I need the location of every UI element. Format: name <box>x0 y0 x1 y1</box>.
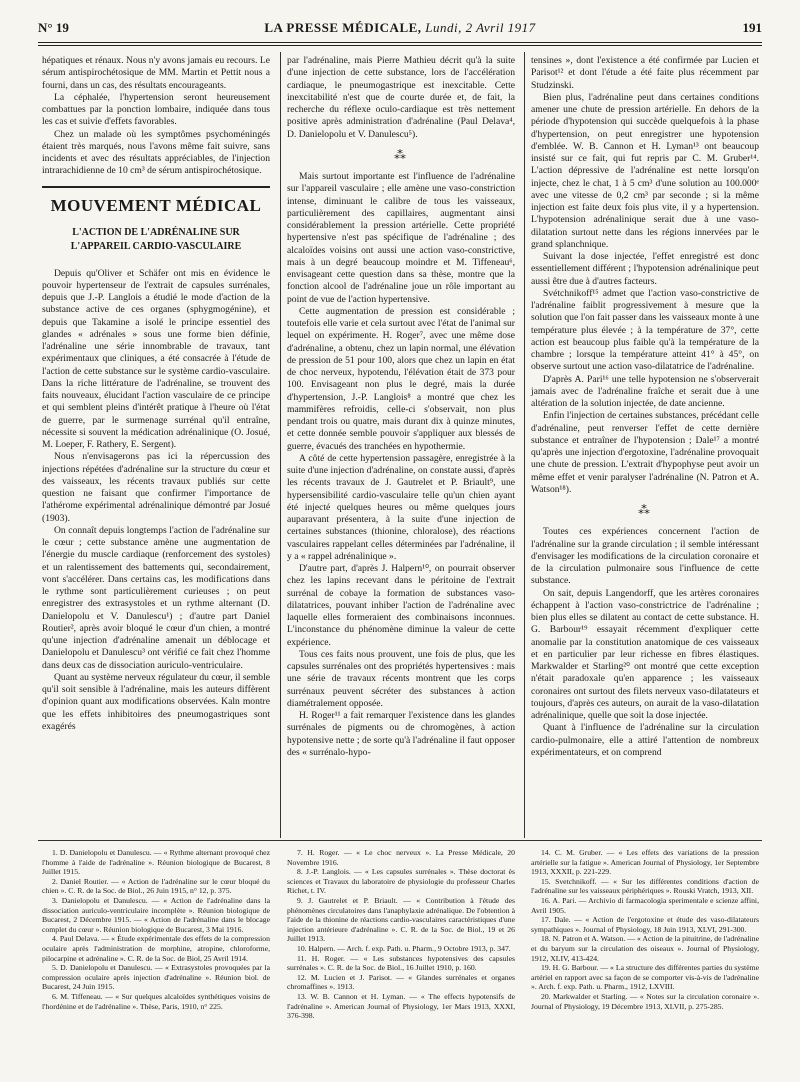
paragraph: On sait, depuis Langendorff, que les artères coronaires échappent à l'action vaso-constrictrice de l'adrénaline ; bien plus elles se dilatent au contact de cette substance. H. G. Barbour¹⁹ essayait récemment d'expliquer cette anomalie par la constitution anatomique de ces vaisseaux et en particulier par leur richesse en fibres élastiques. Markwalder et Starling²⁰ ont montré que cette exception n'était paradoxale qu'en apparence ; les vaisseaux coronaires ont surtout des filets nerveux vaso-dilatateurs et toujours, d'après ces auteurs, on aurait de la vaso-dilatation adrénalinique, quelle que soit la dose injectée. <box>531 587 759 721</box>
paragraph: Svétchnikoff¹⁵ admet que l'action vaso-constrictive de l'adrénaline faiblit progressivement à mesure que la solution que l'on fait passer dans les vaisseaux monte à une température plus élevée ; à la température de 37°, cette action est beaucoup plus faible qu'à la température de la chambre ; lorsque la température atteint 41° à 45°, on observe surtout une action vaso-dilatatrice de l'adrénaline. <box>531 287 759 373</box>
paragraph: Chez un malade où les symptômes psychoméningés étaient très marqués, nous l'avons même fait suivre, sans incidents et avec des résultats appréciables, de l'injection intrarachidienne de 10 cm³ de sérum antispirochétosique. <box>42 128 270 177</box>
footnotes-left <box>42 848 270 1011</box>
footnote: 2. Daniel Routier. — « Action de l'adrénaline sur le cœur bloqué du chien ». C. R. de la Soc. de Biol., 26 Juin 1915, n° 12, p. 375. <box>42 876 270 896</box>
footnote: 15. Svetchnikoff. — « Sur les différentes conditions d'action de l'adrénaline sur les vaisseaux périphériques ». Rouski Vratch, 1913, XII. <box>531 876 759 896</box>
footnote: 8. J.-P. Langlois. — « Les capsules surrénales ». Thèse doctorat ès sciences et Travaux du laboratoire de physiologie du professeur Charles Richet, t. IV. <box>287 867 515 896</box>
paragraph: par l'adrénaline, mais Pierre Mathieu décrit qu'à la suite d'une injection de cette substance, lors de l'accélération cardiaque, le pneumogastrique est inexcitable. Cette inexcitabilité n'est que de courte durée et, de fait, la recherche du réflexe oculo-cardiaque est très nettement positive après administration d'adrénaline (Paul Delava⁴, D. Danielopolu et V. Danulescu⁵). <box>287 55 515 140</box>
footnotes-rule <box>38 840 762 841</box>
paragraph: La céphalée, l'hypertension seront heureusement combattues par la ponction lombaire, indiquée dans tous les cas et suivie d'effets favorables. <box>42 91 270 128</box>
footnote: 13. W. B. Cannon et H. Lyman. — « The effects hypotensifs de l'adrénaline ». American Journal of Physiology, 1er Mars 1913, XXXI, 376-398. <box>287 991 515 1021</box>
paragraph: On connaît depuis longtemps l'action de l'adrénaline sur le cœur ; cette substance amène une augmentation de l'énergie du muscle cardiaque (renforcement des systoles) et un ralentissement des battements qui, secondairement, vont s'accélérer. Dans certains cas, les modifications dans le rythme sont particulièrement curieuses ; on peut enregistrer des extrasystoles et un rythme alternant (D. Danielopolu et V. Danulescu¹) ; d'autre part Daniel Routier², après avoir bloqué le cœur d'un chien, a montré qu'une injection d'adrénaline amenait un déblocage et Danielopolu et Danulescu³ ont vérifié ce fait chez l'homme dans deux cas de dissociation auriculo-ventriculaire. <box>42 524 270 671</box>
journal-title <box>38 20 762 36</box>
section-rule <box>42 186 270 188</box>
footnote: 9. J. Gautrelet et P. Briault. — « Contribution à l'étude des phénomènes circulatoires dans l'anaphylaxie adrénalique. De l'obtention à l'aide de la thionine de réactions cardio-vasculaires caractéristiques d'une injection antérieure d'adrénaline ». C. R. de la Soc. de Biol., 19 et 26 Juillet 1913. <box>287 895 515 944</box>
footnote: 4. Paul Delava. — « Étude expérimentale des effets de la compression oculaire après l'administration de morphine, atropine, chloroforme, pilocarpine et adrénaline ». C. R. de la Soc. de Biol, 25 Avril 1914. <box>42 934 270 963</box>
paragraph: Cette augmentation de pression est considérable ; toutefois elle varie et cela surtout avec l'état de l'animal sur lequel on expérimente. H. Roger⁷, avec une même dose d'adrénaline, a obtenu, chez un lapin normal, une élévation de pression de 51 pour 100, alors que chez un lapin en état de choc nerveux, hypotendu, l'élévation était de 373 pour 100. Envisageant non plus le degré, mais la durée d'hypertension, J.-P. Langlois⁸ a montré que chez les mammifères refroidis, celle-ci s'observait, non plus pendant trois ou quatre, mais durant dix à quinze minutes, et cette donnée semble pouvoir s'appliquer aux blessés de guerre, évacués des tranchées en hypothermie. <box>287 305 515 452</box>
issue-date: Lundi, 2 Avril 1917 <box>425 20 536 35</box>
paragraph: Enfin l'injection de certaines substances, précédant celle d'adrénaline, peut renverser l'effet de cette dernière substance et entraîner de l'hypotension ; Dale¹⁷ a montré qu'après une injection d'ergotoxine, l'adrénaline provoquait une chute de pression. L'extrait d'hypophyse peut avoir un même effet et venir paralyser l'adrénaline (N. Patron et A. Watson¹⁸). <box>531 410 759 495</box>
journal-name: LA PRESSE MÉDICALE, <box>264 20 422 35</box>
page-header <box>38 20 762 40</box>
footnote: 18. N. Patron et A. Watson. — « Action de la pituitrine, de l'adrénaline et du baryum sur la circulation des oiseaux ». Journal of Physiology, 1912, XLIV, 413-424. <box>531 934 759 963</box>
issue-number: N° 19 <box>38 20 69 35</box>
paragraph: Toutes ces expériences concernent l'action de l'adrénaline sur la grande circulation ; il semble intéressant d'envisager les modifications de la circulation coronaire et de la circulation pulmonaire sous l'influence de cette substance. <box>531 526 759 587</box>
paragraph: tensines », dont l'existence a été confirmée par Lucien et Parisot¹² et dont l'étude a été faite plus récemment par Studzinski. <box>531 55 759 91</box>
section-break-stars: ⁂ <box>638 503 652 517</box>
column-separator <box>280 52 281 838</box>
article-title: L'ACTION DE L'ADRÉNALINE SUR L'APPAREIL CARDIO-VASCULAIRE <box>70 226 242 252</box>
footnote: 20. Markwalder et Starling. — « Notes sur la circulation coronaire ». Journal of Physiology, 19 Décembre 1913, XLVII, p. 275-285. <box>531 991 759 1011</box>
paragraph: Mais surtout importante est l'influence de l'adrénaline sur l'appareil vasculaire ; elle amène une vaso-constriction intense, diminuant le calibre de tous les vaisseaux, particulièrement des capillaires, augmentant ainsi considérablement la pression artérielle. Cette propriété hypertensive n'est pas spécifique de l'adrénaline ; des alcaloïdes voisins ont aussi une action vaso-constrictive, mais à un degré beaucoup moindre et M. Tiffeneau⁶, envisageant cette question dans sa thèse, montre que la fonction alcool de l'adrénaline joue un rôle important au point de vue de l'action hypertensive. <box>287 171 515 305</box>
footnote: 19. H. G. Barbour. — « La structure des différentes parties du système artériel en rapport avec sa façon de se comporter vis-à-vis de l'adrénaline ». Arch. f. exp. Path. u. Pharm., 1912, LXVIII. <box>531 963 759 992</box>
footnote: 14. C. M. Gruber. — « Les effets des variations de la pression artérielle sur la fatigue ». American Journal of Physiology, 1er Septembre 1913, XXXII, p. 221-229. <box>531 848 759 877</box>
header-rule-2 <box>38 45 762 46</box>
paragraph: Bien plus, l'adrénaline peut dans certaines conditions amener une chute de pression artérielle. En dehors de la période d'hypotension qui succède quelquefois à la phase d'hypertension, on peut enregistrer une hypotension d'emblée. W. B. Cannon et H. Lyman¹³ ont beaucoup insisté sur ce fait, qui fut repris par C. M. Gruber¹⁴. L'action dépressive de l'adrénaline est nette lorsqu'on injecte, chez le chat, 1 à 5 cm³ d'une solution au 100.000ᵉ avec une vitesse de 0,2 cm³ par seconde ; si la même injection est faite deux fois plus vite, il y a hypertension. L'hypotension adrénalinique serait due à une vaso-dilatation surtout nette dans les régions innervées par le grand splanchnique. <box>531 91 759 250</box>
paragraph: Nous n'envisagerons pas ici la répercussion des injections répétées d'adrénaline sur la structure du cœur et des vaisseaux, les récents travaux publiés sur cette question ne faisant que confirmer l'importance de l'athérome expérimental adrénalinique démontré par Josué (1903). <box>42 451 270 524</box>
footnote: 1. D. Danielopolu et Danulescu. — « Rythme alternant provoqué chez l'homme à l'aide de l'adrénaline ». Réunion biologique de Bucarest, 8 Juillet 1915. <box>42 848 270 877</box>
paragraph: Tous ces faits nous prouvent, une fois de plus, que les capsules surrénales ont des propriétés hypertensives : mais une série de travaux récents montrent que les corps surrénaux peuvent sécréter des substances à action diamétralement opposée. <box>287 648 515 709</box>
header-rule <box>38 42 762 43</box>
footnote: 5. D. Danielopolu et Danulescu. — « Extrasystoles provoquées par la compression oculaire après injection d'adrénaline ». Réunion biol. de Bucarest, 24 Juin 1915. <box>42 963 270 992</box>
footnote: 12. M. Lucien et J. Parisot. — « Glandes surrénales et organes chromaffines ». 1913. <box>287 972 515 992</box>
paragraph: Depuis qu'Oliver et Schäfer ont mis en évidence le pouvoir hypertenseur de l'extrait de capsules surrénales, depuis que J.-P. Langlois a étudié le mode d'action de la substance active de ces organes (sphygmogénine), et depuis que Takamine a isolé le principe essentiel des glandes « adrénales » sous une forme bien définie, l'adrénaline une série innombrable de travaux, tant expérimentaux que cliniques, a été consacrée à l'étude de l'action de cette substance sur le système cardio-vasculaire. Dans la riche littérature de l'adrénaline, se trouvent des faits nouveaux, élucidant l'action vasculaire de ce principe et qui semblent pleins d'intérêt pratique à l'heure où l'état de guerre, par le surmenage surrénal qu'il entraîne, nécessite si souvent la médication adrénalinique (O. Josué, M. Loeper, F. Rathery, E. Sergent). <box>42 267 270 450</box>
paragraph: Quant au système nerveux régulateur du cœur, il semble qu'il soit sensible à l'adrénaline, mais les auteurs diffèrent d'opinion quant aux modifications observées. Kaln montre que les effets inhibitoires des pneumogastriques sont exagérés <box>42 671 270 732</box>
footnote: 3. Danielopolu et Danulescu. — « Action de l'adrénaline dans la dissociation auriculo-ventriculaire incomplète ». Réunion biologique de Bucarest, 2 Décembre 1915. — « Action de l'adrénaline dans le blocage complet du cœur ». Réunion biologique de Bucarest, 3 Mai 1916. <box>42 895 270 934</box>
column-left <box>42 55 270 733</box>
paragraph: Quant à l'influence de l'adrénaline sur la circulation cardio-pulmonaire, elle a attiré l'attention de nombreux expérimentateurs, et on comprend <box>531 722 759 758</box>
footnote: 7. H. Roger. — « Le choc nerveux ». La Presse Médicale, 20 Novembre 1916. <box>287 848 515 867</box>
column-middle <box>287 55 515 759</box>
footnote: 11. H. Roger. — « Les substances hypotensives des capsules surrénales ». C. R. de la Soc. de Biol., 16 Juillet 1910, p. 160. <box>287 953 515 973</box>
footnotes-middle <box>287 848 515 1021</box>
paragraph: D'autre part, d'après J. Halpern¹⁰, on pourrait observer chez les lapins recevant dans le péritoine de l'extrait surrénal de cobaye la formation de substances vaso-dilatatrices, pouvant inhiber l'action de l'adrénaline avec laquelle elles formeraient des combinaisons inconnues. L'inconstance du phénomène diminue la valeur de cette expérience. <box>287 563 515 648</box>
section-break-stars: ⁂ <box>394 147 408 162</box>
footnote: 6. M. Tiffeneau. — « Sur quelques alcaloïdes synthétiques voisins de l'hordénine et de l'adrénaline ». Thèse, Paris, 1910, n° 225. <box>42 991 270 1011</box>
footnotes-right <box>531 848 759 1011</box>
section-heading: MOUVEMENT MÉDICAL <box>50 195 262 215</box>
column-right <box>531 55 759 759</box>
page-number: 191 <box>742 20 762 35</box>
paragraph: A côté de cette hypertension passagère, enregistrée à la suite d'une injection d'adrénaline, on constate aussi, d'après les récents travaux de J. Gautrelet et P. Briault⁹, une hypersensibilité cardio-vasculaire telle qu'un chien ayant été injecté quelques heures ou même quelques jours auparavant présentera, à la suite d'une injection de certaines substances (thionine, chloralose), des réactions vasculaires rappelant celles déterminées par l'adrénaline, il y a « rappel adrénalinique ». <box>287 452 515 562</box>
paragraph: Suivant la dose injectée, l'effet enregistré est donc essentiellement différent ; l'hypotension adrénalinique peut aussi être due à d'autres facteurs. <box>531 251 759 287</box>
footnote: 17. Dale. — « Action de l'ergotoxine et étude des vaso-dilatateurs sympathiques ». Journal of Physiology, 18 Juin 1913, XLVI, 291-300. <box>531 915 759 934</box>
paragraph: hépatiques et rénaux. Nous n'y avons jamais eu recours. Le sérum antispirochétosique de MM. Martin et Pettit nous a fourni, dans un cas, des résultats encourageants. <box>42 55 270 91</box>
paragraph: D'après A. Pari¹⁶ une telle hypotension ne s'observerait jamais avec de l'adrénaline fraîche et serait due à une altération de la solution injectée, de date ancienne. <box>531 373 759 409</box>
footnote: 16. A. Pari. — Archivio di farmacologia sperimentale e scienze affini, Avril 1905. <box>531 895 759 915</box>
footnote: 10. Halpern. — Arch. f. exp. Path. u. Pharm., 9 Octobre 1913, p. 347. <box>297 943 511 953</box>
paragraph: H. Roger¹¹ a fait remarquer l'existence dans les glandes surrénales de pigments ou de chromogènes, à action hypotensive nette ; de sorte qu'à l'adrénaline il faut opposer des « surrénalo-hypo- <box>287 710 515 758</box>
column-separator <box>524 52 525 838</box>
